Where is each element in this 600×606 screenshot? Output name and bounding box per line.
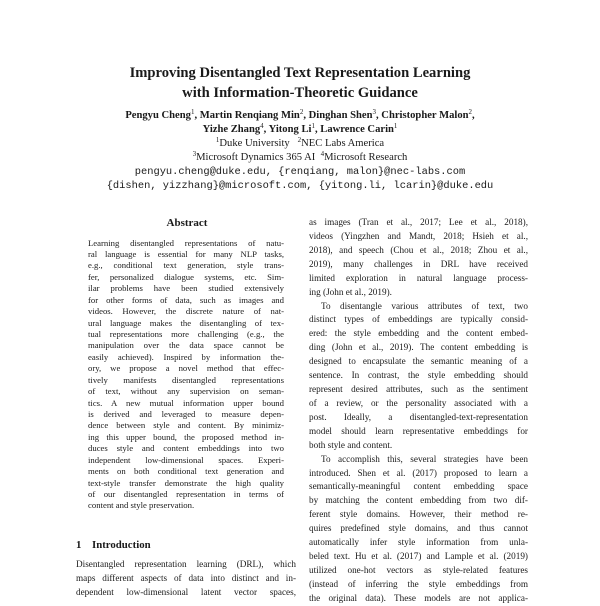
author-name: Yizhe Zhang: [202, 124, 261, 135]
text-line: distinct types of embeddings are typically consid-: [309, 314, 528, 325]
author-line-1: Pengyu Cheng$^1$, Martin Renqiang Min$^2$, Dinghan Shen$^3$, Christopher Malon$^2$,: [125, 108, 475, 121]
text-line: by matching the content embedding from two dif-: [309, 495, 528, 506]
paper-title-line-1: Improving Disentangled Text Representation Learning: [129, 65, 471, 81]
text-line: model should learn representative embeddings for: [309, 425, 528, 436]
author-affiliation-mark: 2: [468, 108, 473, 116]
text-line: automatically infer style information from unla-: [309, 537, 528, 548]
author-affiliation-mark: 4: [260, 122, 264, 130]
text-line: easily achieved). Inspired by information the-: [88, 351, 284, 362]
affiliation-line-2: $^3$Microsoft Dynamics 365 AI $^4$Microsoft Research: [192, 150, 408, 163]
text-line: manipulation over the data space cannot be: [88, 340, 284, 351]
text-line: quires predefined style domains, and thus cannot: [309, 523, 528, 534]
email-line-2: {dishen, yizzhang}@microsoft.com, {yitong.li, lcarin}@duke.edu: [106, 180, 494, 192]
text-line: ments on both conditional text generation and: [88, 466, 284, 477]
text-line: post. Ideally, a disentangled-text-representation: [309, 411, 528, 422]
affiliation: Duke University: [219, 138, 290, 149]
text-line: designed to encapsulate the semantic meaning of a: [309, 356, 528, 367]
author-affiliation-mark: 1: [393, 122, 398, 130]
author-name: Martin Renqiang Min: [199, 110, 300, 121]
author-name: Pengyu Cheng: [125, 110, 191, 121]
text-line: semantically-meaningful content embedding space: [309, 481, 528, 492]
text-line: 2018), and speech (Chou et al., 2018; Zhou et al.,: [309, 244, 528, 255]
author-affiliation-mark: 1: [190, 108, 195, 116]
text-line: Disentangled representation learning (DRL), which: [76, 559, 296, 569]
text-line: tics. A new mutual information upper bound: [88, 397, 284, 408]
text-line: tively manifests disentangled representations: [88, 374, 284, 385]
text-line: independent low-dimensional spaces. Experi-: [88, 454, 284, 465]
text-line: content and style preservation.: [88, 500, 195, 511]
text-line: To disentangle various attributes of text, two: [321, 300, 528, 311]
section-number: 1: [76, 539, 82, 551]
text-line: of a review, or the personality associated with a: [309, 397, 528, 408]
text-line: introduced. Shen et al. (2017) proposed to learn a: [309, 467, 528, 478]
affiliation-line-1: $^1$Duke University $^2$NEC Labs America: [215, 136, 385, 149]
text-line: ory, we propose a novel method that effec-: [88, 363, 284, 374]
text-line: 2019), many challenges in DRL have received: [309, 258, 528, 269]
author-name: Yitong Li: [268, 124, 312, 135]
text-line: ilar problems have been studied extensively: [88, 283, 284, 294]
affiliation: Microsoft Research: [324, 152, 408, 163]
paper-title-line-2: with Information-Theoretic Guidance: [182, 85, 418, 101]
text-line: as images (Tran et al., 2017; Lee et al., 2018),: [309, 217, 528, 227]
text-line: dependent low-dimensional latent vector spaces,: [76, 587, 296, 597]
author-affiliation-mark: 3: [372, 108, 376, 116]
author-line-2: Yizhe Zhang$^4$, Yitong Li$^1$, Lawrence Carin$^1$: [202, 122, 398, 135]
text-line: limited exploration in natural language process-: [309, 272, 528, 283]
text-line: of text, without any supervision on seman-: [88, 386, 284, 397]
text-line: tual representations more challenging (e.g., the: [88, 328, 284, 339]
text-line: for other forms of data, such as images and: [88, 294, 284, 305]
text-line: ing this upper bound, the proposed method in-: [88, 431, 284, 442]
affiliation: Microsoft Dynamics 365 AI: [196, 152, 316, 163]
text-line: ral language is essential for many NLP tasks,: [88, 248, 284, 259]
text-line: ferent style domains. However, their method re-: [309, 509, 528, 520]
text-line: text-style transfer demonstrate the high quality: [88, 477, 284, 488]
text-line: both style and content.: [309, 439, 393, 450]
text-line: represent desired attributes, such as the sentiment: [309, 384, 528, 395]
text-line: ered: the style embedding and the content embed-: [309, 328, 528, 339]
abstract-heading: Abstract: [166, 217, 208, 229]
text-line: maps different aspects of data into distinct and in-: [76, 573, 296, 583]
section-heading-introduction: [76, 538, 151, 552]
text-line: the original data). These models are not applica-: [309, 592, 528, 603]
text-line: duces style and content embeddings into two: [88, 443, 284, 454]
author-affiliation-mark: 2: [299, 108, 304, 116]
author-name: Lawrence Carin: [320, 124, 394, 135]
text-line: fer, personalized dialogue systems, etc. Sim-: [88, 271, 284, 282]
section-title: Introduction: [92, 539, 151, 551]
text-line: Learning disentangled representations of natu-: [88, 237, 284, 248]
text-line: utilized one-hot vectors as style-related features: [309, 565, 528, 575]
text-line: dence between style and content. By minimiz-: [88, 420, 284, 431]
text-line: ding (John et al., 2019). The content embedding is: [309, 342, 528, 353]
text-line: To accomplish this, several strategies have been: [321, 453, 528, 464]
author-name: Dinghan Shen: [308, 110, 373, 121]
author-name: Christopher Malon: [381, 110, 469, 121]
text-line: e.g., conditional text generation, style trans-: [88, 260, 284, 271]
text-line: of our disentangled representation in terms of: [88, 488, 284, 499]
text-line: ural language makes the disentangling of tex-: [88, 317, 284, 328]
affiliation: NEC Labs America: [301, 138, 385, 149]
text-line: ing (John et al., 2019).: [309, 286, 392, 297]
text-line: sentence. In contrast, the style embedding should: [309, 370, 528, 381]
text-line: videos (Yingzhen and Mandt, 2018; Hsieh et al.,: [309, 230, 528, 241]
text-line: is derived and leveraged to measure depen-: [88, 408, 284, 419]
text-line: beled text. Hu et al. (2017) and Lample et al. (2019): [309, 551, 528, 562]
text-line: videos. However, the discrete nature of nat-: [88, 306, 284, 317]
author-affiliation-mark: 1: [311, 122, 315, 130]
text-line: (instead of inferring the style embeddings from: [309, 578, 528, 589]
email-line-1: pengyu.cheng@duke.edu, {renqiang, malon}@nec-labs.com: [134, 166, 466, 178]
